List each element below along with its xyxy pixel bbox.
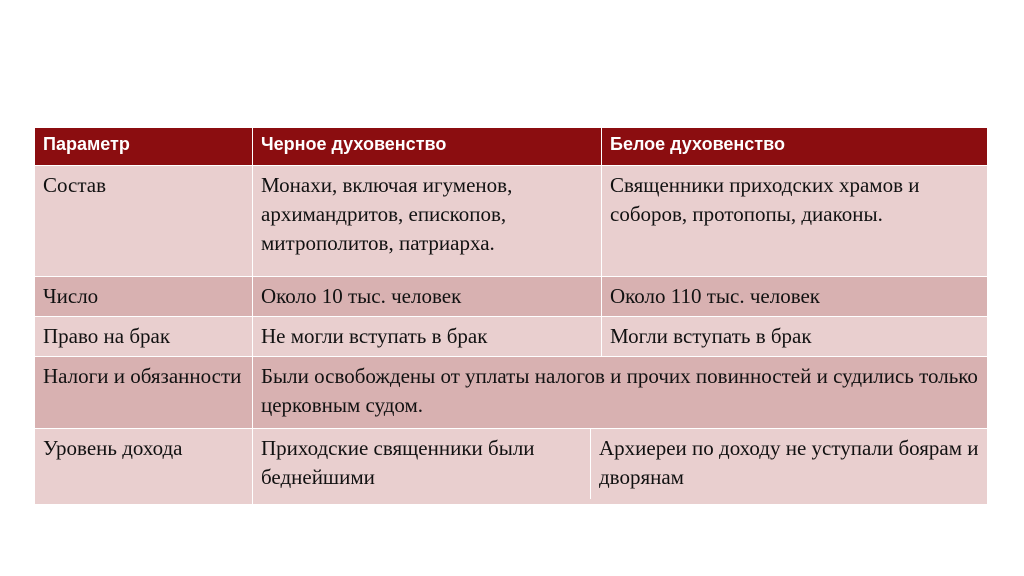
cell-black-number: Около 10 тыс. человек (253, 277, 602, 317)
table-row (35, 277, 988, 317)
table-row (35, 166, 988, 277)
cell-both-taxes: Были освобождены от уплаты налогов и прочих повинностей и судились только церковным судом. (253, 357, 988, 429)
cell-black-marriage: Не могли вступать в брак (253, 317, 602, 357)
income-split-container (253, 429, 987, 499)
table-row (35, 357, 988, 429)
table-header-row (35, 128, 988, 166)
row-param-taxes: Налоги и обязанности (35, 357, 253, 429)
table-row (35, 429, 988, 505)
cell-black-composition: Монахи, включая игуменов, архимандритов, епископов, митрополитов, патриарха. (253, 166, 602, 277)
cell-black-income: Приходские священники были беднейшими (253, 429, 591, 499)
cell-white-number: Около 110 тыс. человек (602, 277, 988, 317)
cell-white-income: Архиереи по доходу не уступали боярам и дворянам (599, 436, 979, 489)
header-white-clergy: Белое духовенство (602, 128, 988, 166)
row-param-income: Уровень дохода (35, 429, 253, 505)
table-row (35, 317, 988, 357)
header-black-clergy: Черное духовенство (253, 128, 602, 166)
row-param-composition: Состав (35, 166, 253, 277)
cell-white-marriage: Могли вступать в брак (602, 317, 988, 357)
row-param-marriage: Право на брак (35, 317, 253, 357)
header-parameter: Параметр (35, 128, 253, 166)
cell-income-split (253, 429, 988, 505)
cell-white-composition: Священники приходских храмов и соборов, протопопы, диаконы. (602, 166, 988, 277)
row-param-number: Число (35, 277, 253, 317)
clergy-comparison-table (34, 127, 988, 505)
